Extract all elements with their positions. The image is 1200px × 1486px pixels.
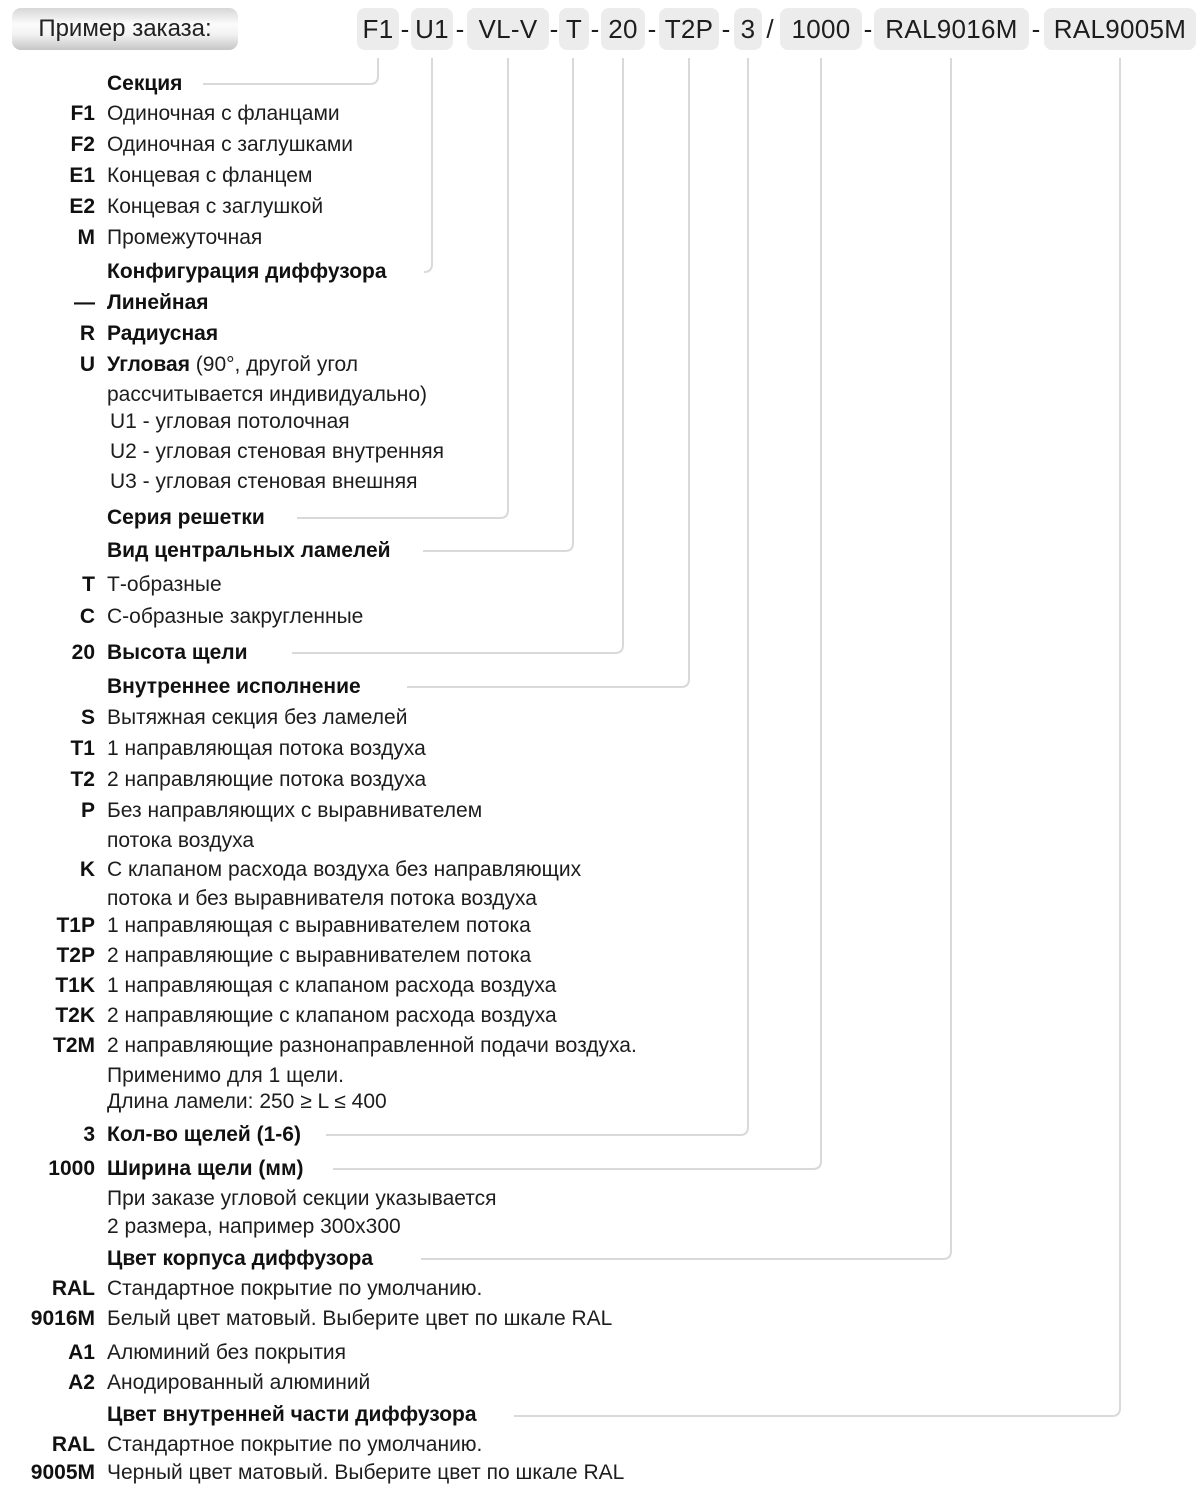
list-item: T2P 2 направляющие с выравнивателем потока — [56, 944, 532, 967]
list-item: C С-образные закругленные — [79, 605, 364, 628]
section-header-slot-height: 20 Высота щели — [71, 641, 248, 664]
list-item-continuation: потока и без выравнивателя потока воздуха — [107, 887, 537, 910]
code-separator: - — [1031, 14, 1041, 44]
list-item-continuation: 9005M Черный цвет матовый. Выберите цвет по шкале RAL — [30, 1461, 625, 1484]
code-segment-series: VL-V — [467, 8, 549, 50]
list-item: K С клапаном расхода воздуха без направляющих — [79, 858, 582, 881]
list-item: T1K 1 направляющая с клапаном расхода воздуха — [55, 974, 557, 997]
list-item: T2 2 направляющие потока воздуха — [70, 768, 427, 791]
list-item-continuation: Применимо для 1 щели. — [107, 1064, 344, 1087]
list-item: T Т-образные — [82, 573, 222, 596]
section-header-sektsiya: Секция — [107, 72, 183, 95]
code-separator: - — [400, 14, 410, 44]
section-header-grille-series: Серия решетки — [107, 506, 265, 529]
code-segment-slot-count: 3 — [734, 8, 762, 50]
code-separator-slash: / — [766, 14, 774, 44]
slot-width-note: При заказе угловой секции указывается — [107, 1187, 497, 1210]
section-header-inner-color: Цвет внутренней части диффузора — [107, 1403, 477, 1426]
list-item: RAL Стандартное покрытие по умолчанию. — [51, 1433, 483, 1456]
code-segment-body-color: RAL9016M — [874, 8, 1029, 50]
list-item-continuation: 9016M Белый цвет матовый. Выберите цвет по шкале RAL — [30, 1307, 613, 1330]
code-segment-slot-width: 1000 — [780, 8, 862, 50]
list-item: E1 Концевая с фланцем — [69, 164, 313, 187]
code-segment-slot-height: 20 — [601, 8, 645, 50]
list-subitem: U1 - угловая потолочная — [110, 410, 350, 433]
list-item-continuation: потока воздуха — [107, 829, 255, 852]
code-segment-lamella-type: T — [559, 8, 589, 50]
list-subitem: U3 - угловая стеновая внешняя — [110, 470, 418, 493]
list-item: T2K 2 направляющие с клапаном расхода воздуха — [55, 1004, 557, 1027]
list-item: F1 Одиночная с фланцами — [70, 102, 340, 125]
slot-width-note: 2 размера, например 300х300 — [107, 1215, 401, 1238]
list-item: T1 1 направляющая потока воздуха — [70, 737, 426, 760]
list-item-continuation: Длина ламели: 250 ≥ L ≤ 400 — [107, 1090, 387, 1113]
list-item: A2 Анодированный алюминий — [68, 1371, 371, 1394]
list-item: E2 Концевая с заглушкой — [69, 195, 324, 218]
code-separator: - — [721, 14, 731, 44]
code-segment-inner-design: T2P — [659, 8, 719, 50]
section-header-lamella-type: Вид центральных ламелей — [107, 539, 391, 562]
list-item: A1 Алюминий без покрытия — [68, 1341, 347, 1364]
list-item: RAL Стандартное покрытие по умолчанию. — [51, 1277, 483, 1300]
list-item: M Промежуточная — [77, 226, 263, 249]
code-separator: - — [549, 14, 559, 44]
code-segment-inner-color: RAL9005M — [1044, 8, 1196, 50]
list-item: — Линейная — [74, 291, 209, 314]
section-header-inner-design: Внутреннее исполнение — [107, 675, 361, 698]
list-item: R Радиусная — [79, 322, 219, 345]
section-header-configuration: Конфигурация диффузора — [107, 260, 387, 283]
list-item: F2 Одиночная с заглушками — [70, 133, 354, 156]
code-separator: - — [647, 14, 657, 44]
section-header-slot-count: 3 Кол-во щелей (1-6) — [83, 1123, 301, 1146]
code-separator: - — [455, 14, 465, 44]
section-header-slot-width: 1000 Ширина щели (мм) — [48, 1157, 304, 1180]
list-item: U Угловая (90°, другой угол — [79, 353, 359, 376]
list-item: P Без направляющих с выравнивателем — [80, 799, 483, 822]
code-segment-section: F1 — [357, 8, 399, 50]
list-item-continuation: рассчитывается индивидуально) — [107, 383, 428, 406]
example-order-badge: Пример заказа: — [12, 8, 238, 50]
code-separator: - — [863, 14, 873, 44]
list-item: T1P 1 направляющая с выравнивателем потока — [56, 914, 531, 937]
list-item: T2M 2 направляющие разнонаправленной подачи воздуха. — [53, 1034, 637, 1057]
code-separator: - — [590, 14, 600, 44]
section-header-body-color: Цвет корпуса диффузора — [107, 1247, 374, 1270]
list-subitem: U2 - угловая стеновая внутренняя — [110, 440, 444, 463]
code-segment-configuration: U1 — [411, 8, 453, 50]
list-item: S Вытяжная секция без ламелей — [80, 706, 408, 729]
